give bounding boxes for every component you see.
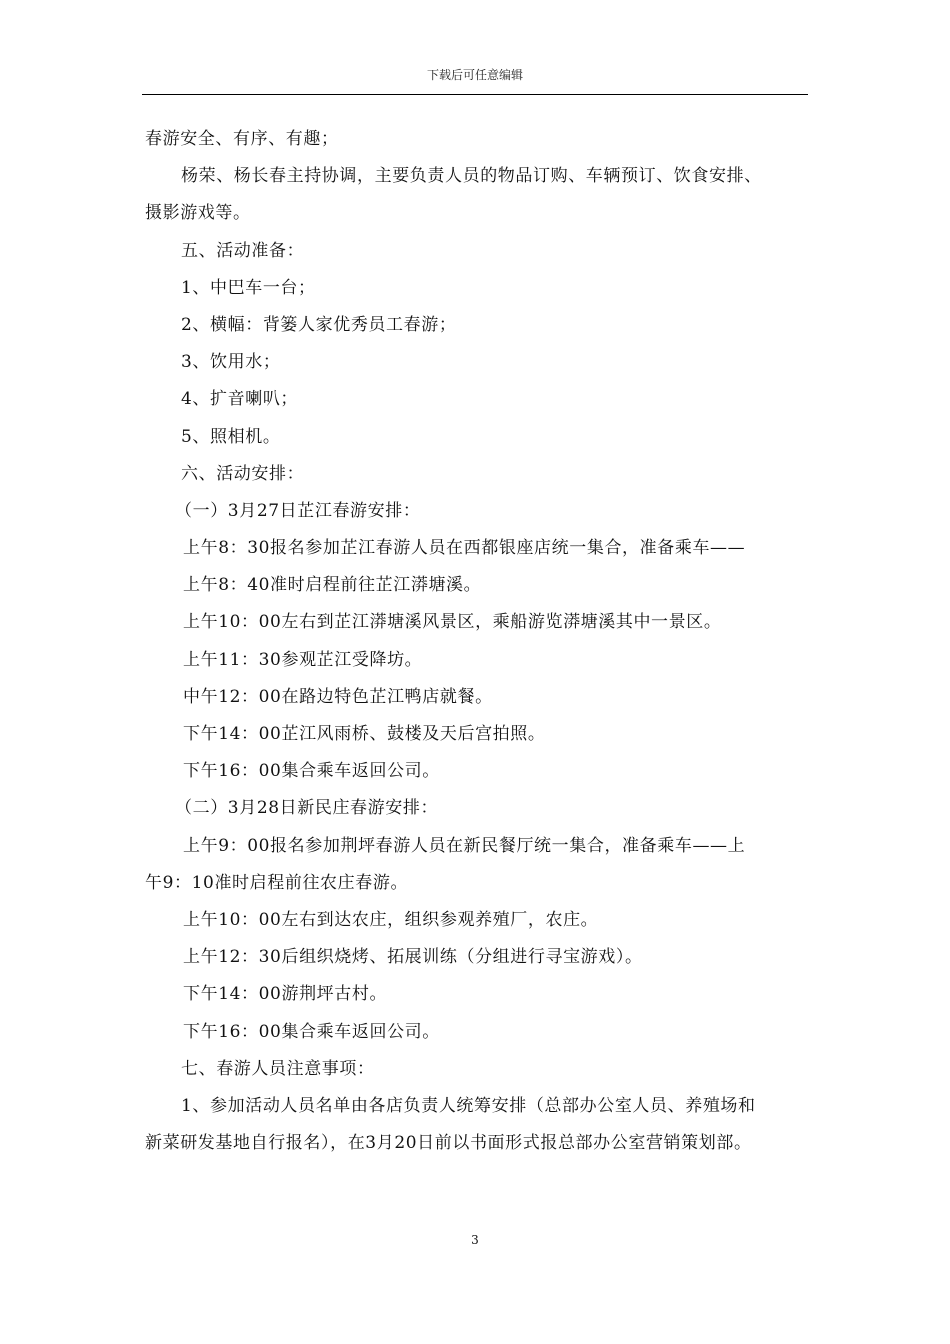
list-item: 3、饮用水； <box>181 352 281 373</box>
schedule-item-continued: 午9：10准时启程前往农庄春游。 <box>145 872 409 893</box>
schedule-item: 中午12：00在路边特色芷江鸭店就餐。 <box>183 686 493 707</box>
schedule-item: 下午14：00游荆坪古村。 <box>183 984 388 1005</box>
list-item: 2、横幅：背篓人家优秀员工春游； <box>181 314 457 335</box>
paragraph-line: 1、参加活动人员名单由各店负责人统筹安排（总部办公室人员、养殖场和 <box>181 1095 756 1116</box>
section-heading: 七、春游人员注意事项： <box>181 1058 375 1079</box>
list-item: 1、中巴车一台； <box>181 277 316 298</box>
schedule-item: 下午14：00芷江风雨桥、鼓楼及天后宫拍照。 <box>183 724 546 744</box>
schedule-item: 下午16：00集合乘车返回公司。 <box>183 761 440 782</box>
header-divider <box>142 94 808 95</box>
section-heading: 五、活动准备： <box>181 240 305 261</box>
schedule-item: 上午12：30后组织烧烤、拓展训练（分组进行寻宝游戏）。 <box>183 947 643 968</box>
document-body <box>145 124 825 1165</box>
list-item: 5、照相机。 <box>181 426 281 447</box>
schedule-item: 上午8：30报名参加芷江春游人员在西都银座店统一集合，准备乘车—— <box>183 538 746 559</box>
subsection-heading: （一）3月27日芷江春游安排： <box>175 500 421 521</box>
list-item: 4、扩音喇叭； <box>181 389 299 410</box>
paragraph-line: 摄影游戏等。 <box>145 203 251 224</box>
subsection-heading: （二）3月28日新民庄春游安排： <box>175 798 439 819</box>
paragraph-line: 春游安全、有序、有趣； <box>145 129 339 149</box>
schedule-item: 上午10：00左右到芷江漭塘溪风景区，乘船游览漭塘溪其中一景区。 <box>183 612 722 633</box>
header-note: 下载后可任意编辑 <box>426 68 523 82</box>
schedule-item: 上午8：40准时启程前往芷江漭塘溪。 <box>183 575 482 596</box>
paragraph-line: 新菜研发基地自行报名），在3月20日前以书面形式报总部办公室营销策划部。 <box>145 1133 752 1154</box>
schedule-item: 上午10：00左右到达农庄，组织参观养殖厂，农庄。 <box>183 909 599 930</box>
schedule-item: 下午16：00集合乘车返回公司。 <box>183 1021 440 1042</box>
page-number: 3 <box>471 1233 479 1247</box>
schedule-item: 上午9：00报名参加荆坪春游人员在新民餐厅统一集合，准备乘车——上 <box>183 835 746 856</box>
section-heading: 六、活动安排： <box>181 463 305 484</box>
paragraph-line: 杨荣、杨长春主持协调，主要负责人员的物品订购、车辆预订、饮食安排、 <box>181 166 762 187</box>
schedule-item: 上午11：30参观芷江受降坊。 <box>183 649 423 670</box>
